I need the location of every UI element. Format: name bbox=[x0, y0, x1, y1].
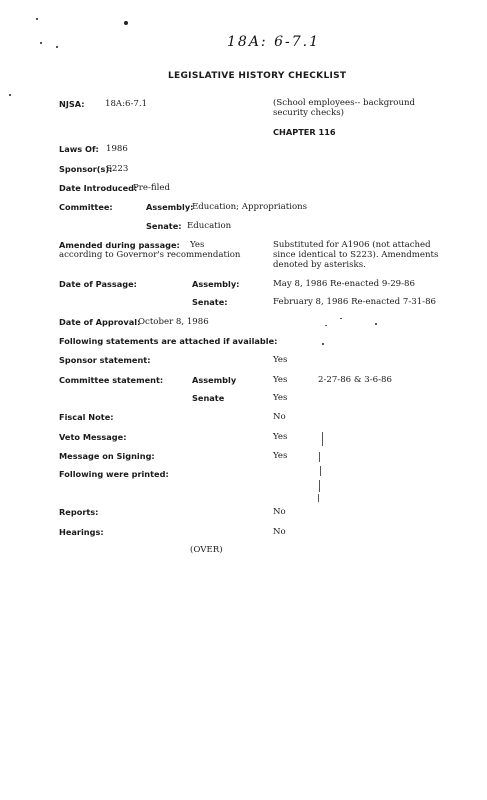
committee-assembly-value: Education; Appropriations bbox=[192, 202, 308, 212]
scan-speck bbox=[325, 325, 327, 326]
sponsors-label: Sponsor(s): bbox=[59, 164, 113, 174]
passage-senate-value: February 8, 1986 Re-enacted 7-31-86 bbox=[273, 297, 437, 307]
margin-mark bbox=[322, 432, 323, 446]
scan-speck bbox=[340, 318, 342, 319]
committee-statement-assembly-value: Yes bbox=[273, 375, 288, 385]
committee-statement-dates: 2-27-86 & 3-6-86 bbox=[318, 375, 392, 385]
scan-speck bbox=[375, 323, 377, 325]
handwritten-reference: 18A: 6-7.1 bbox=[227, 34, 320, 50]
amended-note: according to Governor's recommendation bbox=[59, 250, 241, 260]
sponsor-statement-value: Yes bbox=[273, 355, 288, 365]
veto-message-value: Yes bbox=[273, 432, 288, 442]
laws-of-label: Laws Of: bbox=[59, 144, 99, 154]
date-introduced-value: Pre-filed bbox=[133, 183, 170, 193]
margin-mark bbox=[318, 494, 319, 502]
scan-speck bbox=[322, 343, 324, 345]
committee-senate-value: Education bbox=[187, 221, 232, 231]
over-note: (OVER) bbox=[190, 545, 223, 555]
committee-label: Committee: bbox=[59, 202, 113, 212]
committee-statement-senate-label: Senate bbox=[192, 393, 225, 403]
committee-statement-senate-value: Yes bbox=[273, 393, 288, 403]
hearings-label: Hearings: bbox=[59, 527, 104, 537]
margin-mark bbox=[319, 480, 320, 492]
approval-value: October 8, 1986 bbox=[138, 317, 209, 327]
hearings-value: No bbox=[273, 527, 286, 537]
substituted-note: Substituted for A1906 (not attached since identical to S223). Amendments denoted by asterisks. bbox=[273, 240, 439, 270]
message-on-signing-label: Message on Signing: bbox=[59, 451, 155, 461]
scan-speck bbox=[40, 42, 42, 44]
reports-label: Reports: bbox=[59, 507, 99, 517]
margin-mark bbox=[319, 452, 320, 462]
scan-speck bbox=[36, 18, 38, 20]
njsa-value: 18A:6-7.1 bbox=[105, 99, 148, 109]
fiscal-note-label: Fiscal Note: bbox=[59, 412, 114, 422]
scan-speck bbox=[124, 21, 128, 25]
veto-message-label: Veto Message: bbox=[59, 432, 127, 442]
sponsor-statement-label: Sponsor statement: bbox=[59, 355, 151, 365]
amended-label: Amended during passage: bbox=[59, 240, 180, 250]
passage-label: Date of Passage: bbox=[59, 279, 137, 289]
page-title: LEGISLATIVE HISTORY CHECKLIST bbox=[168, 71, 347, 81]
njsa-description: (School employees-- background security checks) bbox=[273, 98, 416, 118]
fiscal-note-value: No bbox=[273, 412, 286, 422]
passage-assembly-label: Assembly: bbox=[192, 279, 240, 289]
committee-senate-label: Senate: bbox=[146, 221, 182, 231]
chapter: CHAPTER 116 bbox=[273, 127, 336, 137]
message-on-signing-value: Yes bbox=[273, 451, 288, 461]
scan-speck bbox=[56, 46, 58, 48]
passage-assembly-value: May 8, 1986 Re-enacted 9-29-86 bbox=[273, 279, 415, 289]
committee-statement-assembly-label: Assembly bbox=[192, 375, 237, 385]
committee-statement-label: Committee statement: bbox=[59, 375, 164, 385]
sponsors-value: S223 bbox=[106, 164, 129, 174]
statements-header: Following statements are attached if available: bbox=[59, 336, 278, 346]
amended-value: Yes bbox=[190, 240, 205, 250]
scan-speck bbox=[9, 94, 11, 96]
laws-of-value: 1986 bbox=[106, 144, 128, 154]
committee-assembly-label: Assembly: bbox=[146, 202, 194, 212]
passage-senate-label: Senate: bbox=[192, 297, 228, 307]
reports-value: No bbox=[273, 507, 286, 517]
following-printed-header: Following were printed: bbox=[59, 469, 169, 479]
njsa-label: NJSA: bbox=[59, 99, 85, 109]
approval-label: Date of Approval: bbox=[59, 317, 141, 327]
margin-mark bbox=[320, 466, 321, 476]
date-introduced-label: Date Introduced: bbox=[59, 183, 138, 193]
